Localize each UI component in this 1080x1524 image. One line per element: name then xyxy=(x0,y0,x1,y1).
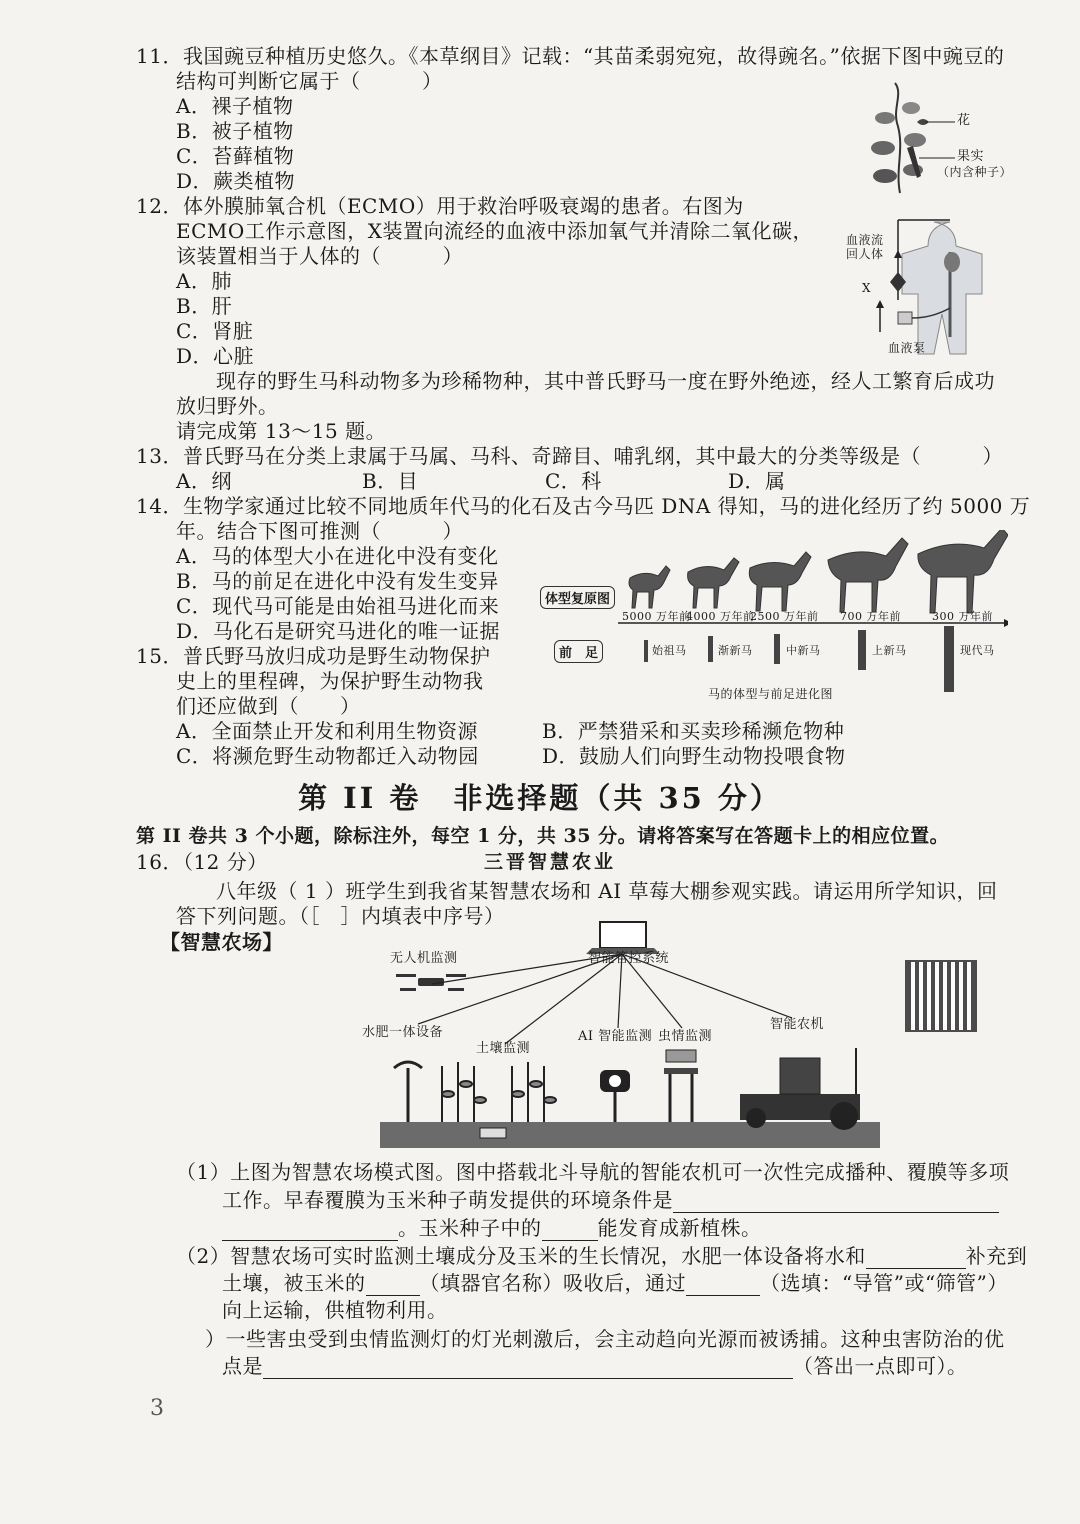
horse-name-4: 现代马 xyxy=(960,644,995,657)
horse-evolution-figure xyxy=(538,530,1008,710)
horse-figure-caption: 马的体型与前足进化图 xyxy=(708,687,834,701)
q16-p2-line2 xyxy=(222,1271,1008,1296)
page-number: 3 xyxy=(150,1396,165,1421)
farm-label-pest: 虫情监测 xyxy=(658,1029,713,1044)
q11-option-d: D．蕨类植物 xyxy=(176,169,296,193)
q16-p1-line3-end: 能发育成新植株。 xyxy=(597,1216,762,1240)
pea-label-flower: 花 xyxy=(957,113,971,128)
q16-p1-line1: （1）上图为智慧农场模式图。图中搭载北斗导航的智能农机可一次性完成播种、覆膜等多项 xyxy=(176,1160,1010,1184)
part2-instructions: 第 II 卷共 3 个小题，除标注外，每空 1 分，共 35 分。请将答案写在答题卡上的相应位置。 xyxy=(136,825,950,847)
q13-option-d: D．属 xyxy=(728,469,786,493)
q14-stem-line1: 14．生物学家通过比较不同地质年代马的化石及古今马匹 DNA 得知，马的进化经历了约 5000 万 xyxy=(136,494,1031,518)
q11-stem-line2: 结构可判断它属于（ ） xyxy=(176,69,443,93)
q14-stem-line2: 年。结合下图可推测（ ） xyxy=(176,519,463,543)
q12-option-d: D．心脏 xyxy=(176,344,255,368)
q11-option-c: C．苔藓植物 xyxy=(176,144,295,168)
horse-name-2: 中新马 xyxy=(786,644,821,657)
q13-option-b: B．目 xyxy=(362,469,419,493)
q16-p1-line3 xyxy=(222,1216,762,1241)
horse-name-3: 上新马 xyxy=(872,644,907,657)
pea-plant-illustration xyxy=(855,78,1025,198)
q16-p2-line1 xyxy=(176,1244,1027,1269)
pea-plant-figure xyxy=(855,78,1025,198)
q11-stem-line1: 11．我国豌豆种植历史悠久。《本草纲目》记载：“其苗柔弱宛宛，故得豌名。”依据下图中豌豆的 xyxy=(136,44,1005,68)
q16-p1-line3-text: 。玉米种子中的 xyxy=(398,1216,542,1240)
answer-blank-1[interactable] xyxy=(673,1194,999,1213)
q16-p3-line2 xyxy=(222,1354,968,1379)
answer-blank-7[interactable] xyxy=(263,1360,793,1379)
q16-p3-line1: ）一些害虫受到虫情监测灯的灯光刺激后，会主动趋向光源而被诱捕。这种虫害防治的优 xyxy=(205,1327,1005,1351)
q12-stem-line3: 该装置相当于人体的（ ） xyxy=(176,244,463,268)
farm-label-water-fertilizer: 水肥一体设备 xyxy=(362,1025,444,1040)
smart-farm-diagram xyxy=(360,918,900,1150)
q15-stem-line3: 们还应做到（ ） xyxy=(176,694,361,718)
time-label-4: 300 万年前 xyxy=(932,610,993,623)
intro-line1: 现存的野生马科动物多为珍稀物种，其中普氏野马一度在野外绝迹，经人工繁育后成功 xyxy=(216,369,995,393)
ecmo-label-x: X xyxy=(862,281,872,295)
q16-intro-line2: 答下列问题。（［ ］内填表中序号） xyxy=(176,904,505,928)
q16-p2-line2-c: （选填：“导管”或“筛管”） xyxy=(760,1271,1008,1295)
q16-p3-line2-b: （答出一点即可）。 xyxy=(793,1354,968,1378)
q16-topic: 三晋智慧农业 xyxy=(484,851,617,873)
q11-option-b: B．被子植物 xyxy=(176,119,294,143)
horse-name-1: 渐新马 xyxy=(718,644,753,657)
answer-blank-3[interactable] xyxy=(542,1222,598,1241)
q16-p2-line1-text: （2）智慧农场可实时监测土壤成分及玉米的生长情况，水肥一体设备将水和 xyxy=(176,1244,866,1268)
q12-stem-line1: 12．体外膜肺氧合机（ECMO）用于救治呼吸衰竭的患者。右图为 xyxy=(136,194,744,218)
answer-blank-6[interactable] xyxy=(686,1277,760,1296)
ecmo-label-pump: 血液泵 xyxy=(888,341,926,355)
q16-section-heading: 【智慧农场】 xyxy=(160,930,283,954)
q12-option-b: B．肝 xyxy=(176,294,233,318)
farm-label-ai: AI 智能监测 xyxy=(578,1029,653,1044)
qr-code-image xyxy=(905,960,977,1032)
q15-option-d: D．鼓励人们向野生动物投喂食物 xyxy=(542,744,846,768)
q12-option-c: C．肾脏 xyxy=(176,319,254,343)
time-label-0: 5000 万年前 xyxy=(622,610,691,623)
time-label-1: 4000 万年前 xyxy=(686,610,755,623)
q12-option-a: A．肺 xyxy=(176,269,232,293)
q16-number: 16．（12 分） xyxy=(136,850,268,874)
tag-body-shape: 体型复原图 xyxy=(540,586,615,609)
q11-option-a: A．裸子植物 xyxy=(176,94,294,118)
answer-blank-5[interactable] xyxy=(366,1277,420,1296)
answer-blank-2[interactable] xyxy=(222,1222,398,1241)
horse-name-0: 始祖马 xyxy=(652,644,687,657)
q14-option-b: B．马的前足在进化中没有发生变异 xyxy=(176,569,499,593)
q16-p2-line1-end: 补充到 xyxy=(965,1244,1028,1268)
q14-option-d: D．马化石是研究马进化的唯一证据 xyxy=(176,619,501,643)
farm-label-tractor: 智能农机 xyxy=(770,1017,825,1032)
answer-blank-4[interactable] xyxy=(866,1250,966,1269)
q13-stem: 13．普氏野马在分类上隶属于马属、马科、奇蹄目、哺乳纲，其中最大的分类等级是（ ） xyxy=(136,444,1003,468)
q15-option-b: B．严禁猎采和买卖珍稀濒危物种 xyxy=(542,719,845,743)
ecmo-label-return-1: 血液流 xyxy=(846,233,884,247)
farm-label-drone: 无人机监测 xyxy=(390,951,458,966)
q16-p3-line2-a: 点是 xyxy=(222,1354,263,1378)
q13-option-c: C．科 xyxy=(545,469,602,493)
q16-p2-line3: 向上运输，供植物利用。 xyxy=(222,1298,448,1322)
tag-forefoot: 前 足 xyxy=(554,640,603,663)
q12-stem-line2: ECMO工作示意图，X装置向流经的血液中添加氧气并清除二氧化碳， xyxy=(176,219,814,243)
intro-line2: 放归野外。 xyxy=(176,394,279,418)
q15-stem-line2: 史上的里程碑，为保护野生动物我 xyxy=(176,669,484,693)
q13-option-a: A．纲 xyxy=(176,469,232,493)
q16-p1-line2 xyxy=(222,1188,999,1213)
time-label-2: 2500 万年前 xyxy=(750,610,819,623)
q16-intro-line1: 八年级（ 1 ）班学生到我省某智慧农场和 AI 草莓大棚参观实践。请运用所学知识，回 xyxy=(216,879,998,903)
pea-label-seed: （内含种子） xyxy=(937,165,1013,179)
part2-title: 第 II 卷 非选择题（共 35 分） xyxy=(298,781,782,815)
q16-p2-line2-a: 土壤，被玉米的 xyxy=(222,1271,366,1295)
ecmo-figure xyxy=(840,212,1030,362)
q14-option-a: A．马的体型大小在进化中没有变化 xyxy=(176,544,499,568)
q15-option-c: C．将濒危野生动物都迁入动物园 xyxy=(176,744,479,768)
q16-p2-line2-b: （填器官名称）吸收后，通过 xyxy=(419,1271,686,1295)
q14-option-c: C．现代马可能是由始祖马进化而来 xyxy=(176,594,500,618)
intro-line3: 请完成第 13～15 题。 xyxy=(176,419,387,443)
farm-label-soil: 土壤监测 xyxy=(476,1041,531,1056)
farm-label-control-system: 智能管控系统 xyxy=(588,951,670,966)
q16-p1-line2-text: 工作。早春覆膜为玉米种子萌发提供的环境条件是 xyxy=(222,1188,673,1212)
ecmo-label-return-2: 回人体 xyxy=(846,247,884,261)
q15-stem-line1: 15．普氏野马放归成功是野生动物保护 xyxy=(136,644,491,668)
time-label-3: 700 万年前 xyxy=(840,610,901,623)
q15-option-a: A．全面禁止开发和利用生物资源 xyxy=(176,719,478,743)
pea-label-fruit: 果实 xyxy=(957,149,985,164)
